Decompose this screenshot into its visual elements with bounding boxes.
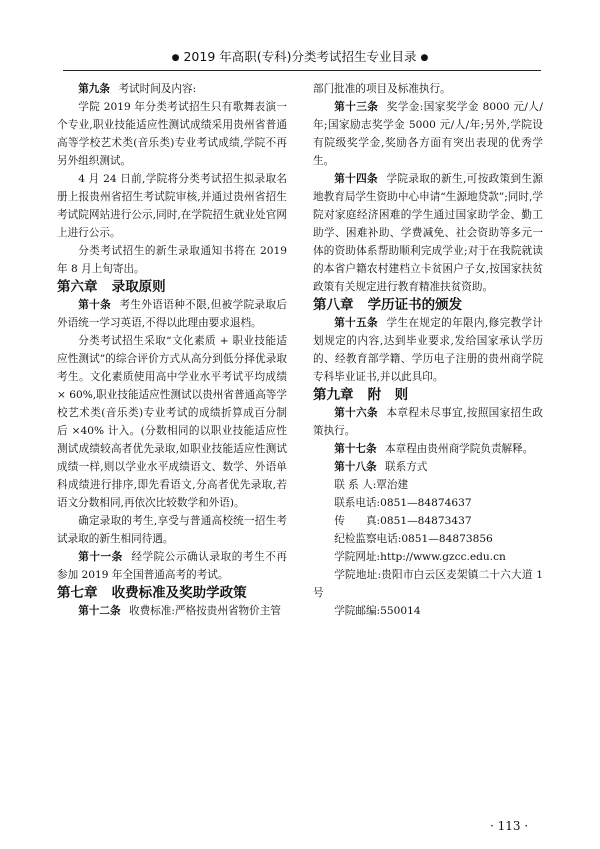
right-column [313, 80, 543, 620]
article-11: 第十一条 经学院公示确认录取的考生不再参加 2019 年全国普通高考的考试。 [57, 551, 288, 581]
paragraph: 确定录取的考生,享受与普通高校统一招生考试录取的新生相同待遇。 [57, 515, 287, 545]
article-15: 第十五条 学生在规定的年限内,修完教学计划规定的内容,达到毕业要求,发给国家承认学历的、经教育部学籍、学历电子注册的贵州商学院专科毕业证书,并以此具印。 [313, 317, 544, 383]
running-header: ● 2019 年高职(专科)分类考试招生专业目录 ● [171, 49, 429, 64]
chapter-6-heading: 第六章 录取原则 [57, 279, 166, 295]
chapter-9-heading: 第九章 附 则 [313, 387, 409, 403]
paragraph-continuation: 部门批准的项目及标准执行。 [313, 83, 451, 95]
paragraph: 4 月 24 日前,学院将分类考试招生拟录取名册上报贵州省招生考试院审核,并通过贵州省招生考试院网站进行公示,同时,在学院招生就业处官网上进行公示。 [57, 173, 287, 239]
chapter-7-heading: 第七章 收费标准及奖助学政策 [57, 585, 247, 601]
contact-phone: 联系电话:0851—84874637 [334, 497, 472, 509]
header-rule [63, 70, 541, 71]
contact-supervision-phone: 纪检监察电话:0851—84873856 [334, 533, 493, 545]
article-9: 第九条 考试时间及内容: [78, 83, 197, 95]
article-13: 第十三条 奖学金:国家奖学金 8000 元/人/年;国家励志奖学金 5000 元/人/年;另外,学院设有院级奖学金,奖励各方面有突出表现的优秀学生。 [313, 101, 544, 167]
article-17: 第十七条 本章程由贵州商学院负责解释。 [334, 443, 534, 455]
paragraph: 分类考试招生采取“文化素质 + 职业技能适应性测试”的综合评价方式从高分到低分择优录取考生。文化素质使用高中学业水平考试平均成绩 × 60%,职业技能适应性测试以贵州省普通高等学校艺术类(音乐类)专业考试的成绩折算成百分制后 ×40% 计入。(分数相同的以职业技能适应性测试成绩较高者优先录取,如职业技能适应性测试成绩一样,则以学业水平成绩语文、数学、外语单科成绩进行排序,即先看语文,分高者优先录取,若语文分数相同,再依次比较数学和外语)。 [57, 335, 287, 509]
contact-website: 学院网址:http://www.gzcc.edu.cn [334, 551, 506, 563]
article-12: 第十二条 收费标准:严格按贵州省物价主管 [78, 605, 281, 617]
chapter-8-heading: 第八章 学历证书的颁发 [313, 297, 463, 313]
article-18: 第十八条 联系方式 [334, 461, 428, 473]
paragraph: 学院 2019 年分类考试招生只有歌舞表演一个专业,职业技能适应性测试成绩采用贵州省普通高等学校艺术类(音乐类)专业考试成绩,学院不再另外组织测试。 [57, 101, 287, 167]
left-column [57, 80, 287, 620]
paragraph: 分类考试招生的新生录取通知书将在 2019 年 8 月上旬寄出。 [57, 245, 287, 275]
article-10: 第十条 考生外语语种不限,但被学院录取后外语统一学习英语,不得以此理由要求退档。 [57, 299, 287, 329]
contact-address: 学院地址:贵阳市白云区麦架镇二十六大道 1 号 [313, 569, 543, 599]
contact-person: 联 系 人:覃治建 [334, 479, 409, 491]
article-16: 第十六条 本章程未尽事宜,按照国家招生政策执行。 [313, 407, 544, 437]
contact-fax: 传 真:0851—84873437 [334, 515, 472, 527]
page-number: · 113 · [490, 819, 529, 833]
header-title: 2019 年高职(专科)分类考试招生专业目录 [183, 49, 417, 64]
contact-postcode: 学院邮编:550014 [334, 605, 421, 617]
article-14: 第十四条 学院录取的新生,可按政策到生源地教育局学生资助中心申请“生源地贷款”;同时,学院对家庭经济困难的学生通过国家助学金、勤工助学、困难补助、学费减免、社会资助等多元一体的资助体系帮助顺利完成学业;对于在我院就读的本省户籍农村建档立卡贫困户子女,按国家扶贫政策有关规定进行教育精准扶贫资助。 [313, 173, 544, 293]
